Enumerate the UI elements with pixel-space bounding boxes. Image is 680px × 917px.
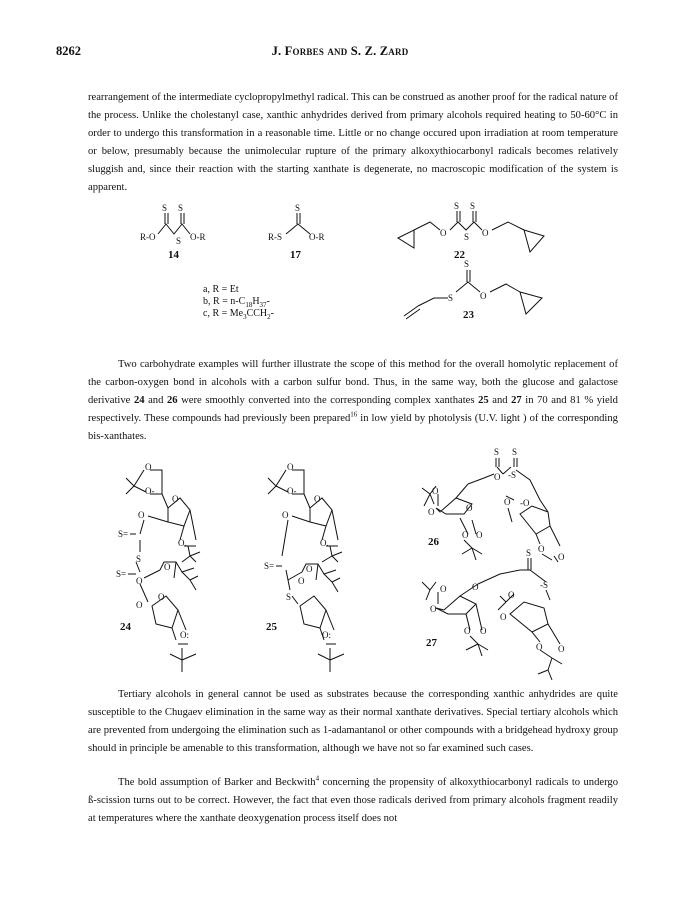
structure-27 xyxy=(422,548,565,680)
atom-label: S xyxy=(136,554,142,564)
compound-label-25: 25 xyxy=(266,621,277,633)
atom-label: S xyxy=(454,201,460,211)
compound-label-23: 23 xyxy=(463,309,474,321)
structure-26 xyxy=(422,447,565,562)
compound-ref-25: 25 xyxy=(478,395,489,406)
structure-25 xyxy=(264,462,344,672)
atom-label: O xyxy=(298,576,305,586)
running-head: J. Forbes and S. Z. Zard xyxy=(271,44,409,58)
atom-label: O xyxy=(538,544,545,554)
paragraph-carbohydrate-examples: Two carbohydrate examples will further illustrate the scope of this method for the overall homolytic replacement of the carbon-oxygen bond in alcohols with a carbon sulfur bond. Thus, in the same way, both the glucose and galactose derivative 24 and 26 were smoothly converted into the corresponding complex xanthates 25 and 27 in 70 and 81 % yield respectively. These compounds had previously been prepared$^{16}$ in low yield by photolysis (U.V. light ) of the corresponding bis-xanthates. xyxy=(88,359,618,442)
atom-label: -S xyxy=(508,470,517,480)
paragraph-radical-rearrangement: rearrangement of the intermediate cyclopropylmethyl radical. This can be construed as another proof for the radical nature of the process. Unlike the cholestanyl case, xanthic anhydrides derived from primary alcohols required heating to 50-60°C in order to undergo this transformation in a reasonable time. Little or no change occured upon irradiation at room temperature or below, presumably because the unimolecular rupture of the primary alkoxythiocarbonyl radicals becomes relatively sluggish and, since their reaction with the starting xanthate is degenerate, no macroscopic modification of the system is apparent. xyxy=(88,92,618,193)
atom-label: O xyxy=(494,472,501,482)
compound-ref-27: 27 xyxy=(511,395,522,406)
atom-label: S xyxy=(176,236,182,246)
atom-label: O xyxy=(158,592,165,602)
atom-label: O xyxy=(428,507,435,517)
atom-label: O xyxy=(136,576,143,586)
atom-label: S xyxy=(470,201,476,211)
atom-label: O xyxy=(172,494,179,504)
atom-label: O xyxy=(558,644,565,654)
page-number: 8262 xyxy=(56,44,81,58)
atom-label: O xyxy=(472,582,479,592)
atom-label: O: xyxy=(322,630,331,640)
atom-label: O- xyxy=(287,486,297,496)
atom-label: S xyxy=(448,293,454,303)
atom-label: O-R xyxy=(309,232,325,242)
atom-label: O. xyxy=(178,538,187,548)
legend-line-a: a, R = Et xyxy=(203,284,239,295)
atom-label: O xyxy=(536,642,543,652)
atom-label: S xyxy=(464,232,470,242)
atom-label: O xyxy=(164,562,171,572)
compound-label-22: 22 xyxy=(454,249,465,261)
reference-superscript: 4 xyxy=(315,774,320,783)
paragraph-barker-beckwith: The bold assumption of Barker and Beckwith$^4$ concerning the propensity of alkoxythiocarbonyl radicals to undergo ß-scission turns out to be correct. However, the fact that even those radicals derived from primary alcohols fragment readily at temperatures where the xanthate deoxygenation process itself does not xyxy=(88,774,619,824)
atom-label: O xyxy=(430,604,437,614)
atom-label: O xyxy=(466,503,473,513)
atom-label: O xyxy=(462,530,469,540)
atom-label: S= xyxy=(264,561,275,571)
atom-label: -O xyxy=(520,498,530,508)
atom-label: O xyxy=(480,291,487,301)
atom-label: O xyxy=(145,462,152,472)
atom-label: S xyxy=(526,548,532,558)
atom-label: S= xyxy=(116,569,127,579)
atom-label: R-S xyxy=(268,232,283,242)
atom-label: O xyxy=(282,510,289,520)
atom-label: O xyxy=(136,600,143,610)
atom-label: O xyxy=(440,228,447,238)
compound-label-24: 24 xyxy=(120,621,131,633)
compound-ref-24: 24 xyxy=(133,395,145,406)
atom-label: S xyxy=(464,259,470,269)
compound-ref-26: 26 xyxy=(166,395,178,406)
atom-label: -S xyxy=(540,580,549,590)
atom-label: R-O xyxy=(140,232,156,242)
compound-label-26: 26 xyxy=(428,536,439,548)
atom-label: O xyxy=(306,564,313,574)
structure-24 xyxy=(116,462,200,672)
atom-label: O xyxy=(558,552,565,562)
atom-label: O xyxy=(500,612,507,622)
atom-label: O xyxy=(480,626,487,636)
atom-label: S= xyxy=(118,529,129,539)
atom-label: S xyxy=(295,203,301,213)
atom-label: O-R xyxy=(190,232,206,242)
atom-label: O xyxy=(508,590,515,600)
atom-label: O xyxy=(440,584,447,594)
atom-label: O- xyxy=(145,486,155,496)
atom-label: O: xyxy=(180,630,189,640)
atom-label: O xyxy=(432,486,439,496)
legend-line-b: b, $R = n-C_{18}H_{37}-$ xyxy=(203,296,270,309)
legend-line-c: c, $R = Me_3CCH_2-$ xyxy=(203,308,274,321)
atom-label: O xyxy=(287,462,294,472)
atom-label: O. xyxy=(320,538,329,548)
atom-label: O xyxy=(482,228,489,238)
atom-label: S xyxy=(286,592,292,602)
atom-label: S xyxy=(512,447,518,457)
atom-label: O xyxy=(464,626,471,636)
compound-label-17: 17 xyxy=(290,249,301,261)
atom-label: O xyxy=(504,497,511,507)
atom-label: O xyxy=(476,530,483,540)
reference-superscript: 16 xyxy=(350,410,358,419)
atom-label: O xyxy=(314,494,321,504)
atom-label: S xyxy=(494,447,500,457)
compound-label-27: 27 xyxy=(426,637,437,649)
paragraph-tertiary-alcohols: Tertiary alcohols in general cannot be used as substrates because the corresponding xanthic anhydrides are quite susceptible to the Chugaev elimination in the same way as their normal xanthate derivatives. Special tertiary alcohols which are prevented from undergoing the elimination such as 1-adamantanol or other compounds with a bridgehead hydroxy group should in principle be amenable to this transformation, although we have not so far examined such cases. xyxy=(88,689,618,754)
atom-label: O xyxy=(138,510,145,520)
atom-label: S xyxy=(178,203,184,213)
atom-label: S xyxy=(162,203,168,213)
compound-label-14: 14 xyxy=(168,249,179,261)
